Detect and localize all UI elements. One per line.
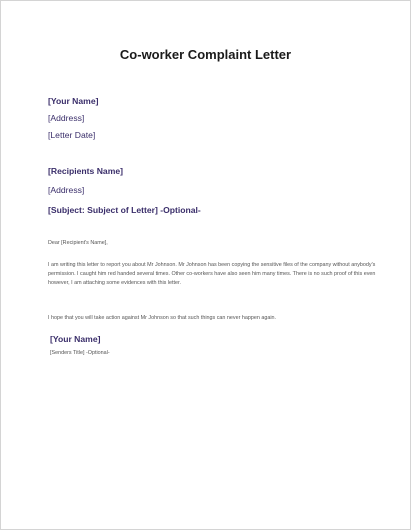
letter-title: Co-worker Complaint Letter [119, 47, 292, 62]
salutation: Dear [Recipient's Name], [48, 240, 108, 246]
sender-name: [Your Name] [48, 96, 99, 106]
letter-date: [Letter Date] [48, 130, 96, 140]
body-paragraph: I am writing this letter to report you about Mr Johnson. Mr Johnson has been copying the sensitive files of the company without anybody's permission. I caught him red handed several times. Other co-workers have also seen him many times. There is no such proof of this even however, I am attaching some evidences with this letter. [48, 262, 376, 287]
body-paragraph: I hope that you will take action against Mr Johnson so that such things can never happen again. [48, 315, 277, 321]
signature-name: [Your Name] [50, 334, 101, 344]
recipient-address: [Address] [48, 185, 85, 195]
recipient-name: [Recipients Name] [48, 166, 123, 176]
subject-line: [Subject: Subject of Letter] -Optional- [48, 205, 201, 215]
signature-title: [Senders Title] -Optional- [50, 350, 110, 356]
sender-address: [Address] [48, 113, 85, 123]
